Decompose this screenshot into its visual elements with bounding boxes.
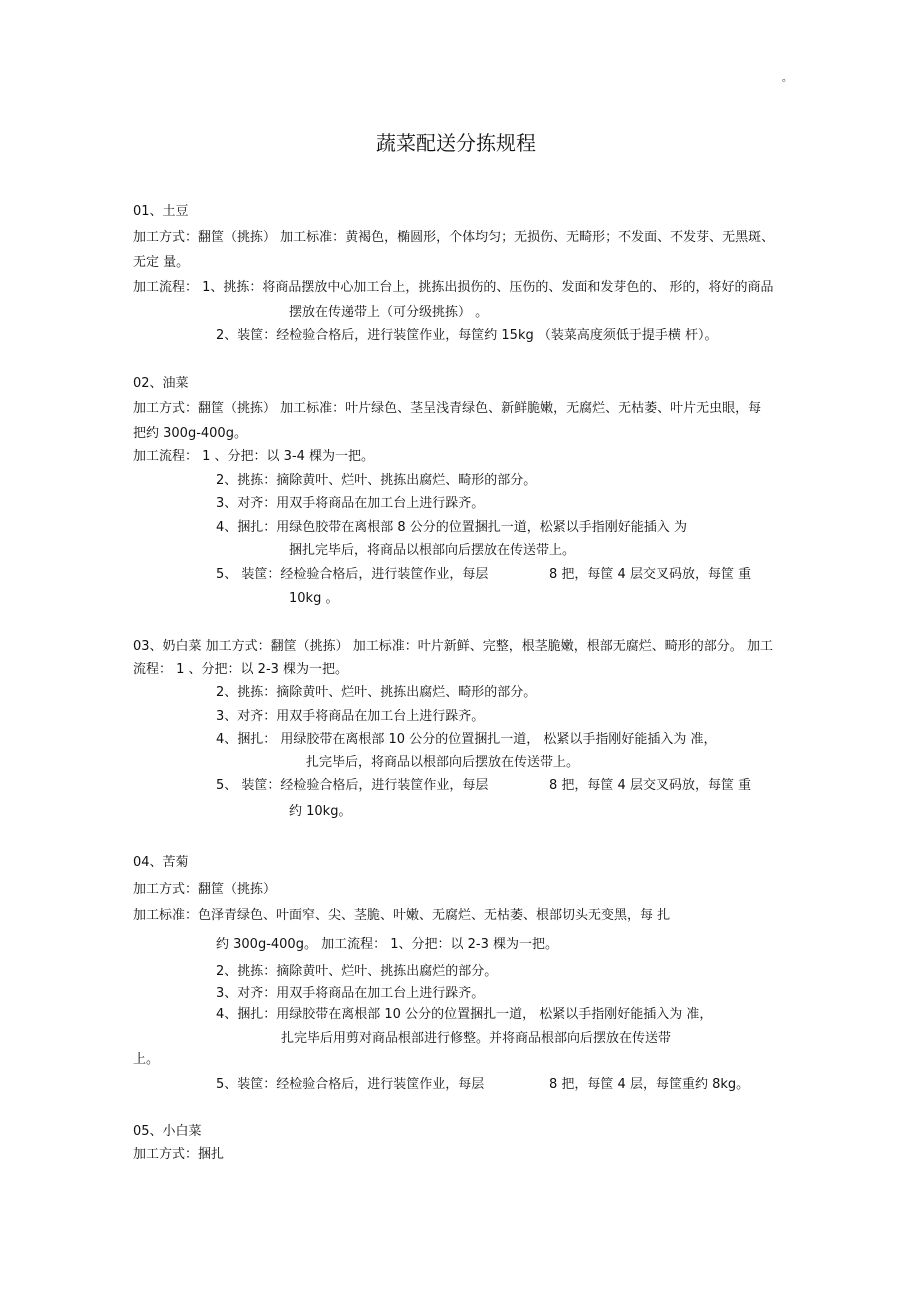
processing-method: 加工方式：翻筐（挑拣） 加工标准：黄褐色，椭圆形，个体均匀；无损伤、无畸形；不发面、不发芽、无黑斑、 [133, 230, 775, 245]
step-5: 5、 装筐：经检验合格后，进行装筐作业，每层 [216, 778, 489, 793]
step-4-cont: 捆扎完毕后，将商品以根部向后摆放在传送带上。 [289, 543, 576, 558]
step-4: 4、捆扎：用绿色胶带在离根部 8 公分的位置捆扎一道，松紧以手指刚好能插入 为 [216, 520, 687, 535]
processing-method-cont: 无定 量。 [133, 255, 190, 270]
processing-method-cont: 把约 300g-400g。 [133, 426, 247, 441]
step-4: 4、捆扎： 用绿胶带在离根部 10 公分的位置捆扎一道， 松紧以手指刚好能插入为 准， [216, 732, 717, 747]
step-3: 3、对齐：用双手将商品在加工台上进行跺齐。 [216, 709, 485, 724]
section-heading: 02、油菜 [133, 376, 189, 391]
section-heading: 01、土豆 [133, 204, 189, 219]
section-heading: 03、奶白菜 加工方式：翻筐（挑拣） 加工标准：叶片新鲜、完整，根茎脆嫩，根部无腐烂、畸形的部分。 加工 [133, 639, 773, 654]
processing-flow: 加工流程： 1 、分把：以 3-4 棵为一把。 [133, 449, 375, 464]
processing-method: 加工方式：翻筐（挑拣） [133, 882, 277, 897]
section-heading: 04、苦菊 [133, 855, 189, 870]
step-4: 4、捆扎：用绿胶带在离根部 10 公分的位置捆扎一道， 松紧以手指刚好能插入为 准， [216, 1007, 713, 1022]
step-2: 2、挑拣：摘除黄叶、烂叶、挑拣出腐烂的部分。 [216, 964, 498, 979]
step-3: 3、对齐：用双手将商品在加工台上进行跺齐。 [216, 496, 485, 511]
page-title: 蔬菜配送分拣规程 [376, 131, 536, 155]
step-3: 3、对齐：用双手将商品在加工台上进行跺齐。 [216, 986, 485, 1001]
processing-standard: 加工标准：色泽青绿色、叶面窄、尖、茎脆、叶嫩、无腐烂、无枯萎、根部切头无变黑，每 扎 [133, 908, 671, 923]
processing-flow: 流程： 1 、分把：以 2-3 棵为一把。 [133, 662, 349, 677]
header-mark: 。 [782, 73, 792, 84]
step-2: 2、挑拣：摘除黄叶、烂叶、挑拣出腐烂、畸形的部分。 [216, 473, 537, 488]
step-5-cont: 约 10kg。 [289, 804, 352, 819]
step-5-detail: 8 把，每筐 4 层交叉码放，每筐 重 [549, 778, 752, 793]
step-2: 2、挑拣：摘除黄叶、烂叶、挑拣出腐烂、畸形的部分。 [216, 685, 537, 700]
step-5: 5、 装筐：经检验合格后，进行装筐作业，每层 [216, 567, 489, 582]
section-heading: 05、小白菜 [133, 1124, 202, 1139]
step-4-cont: 扎完毕后，将商品以根部向后摆放在传送带上。 [306, 755, 580, 770]
step-4-cont: 扎完毕后用剪对商品根部进行修整。并将商品根部向后摆放在传送带 [281, 1031, 672, 1046]
processing-method: 加工方式：捆扎 [133, 1147, 225, 1162]
step-5-cont: 10kg 。 [289, 591, 339, 606]
processing-flow: 加工流程： 1、挑拣：将商品摆放中心加工台上，挑拣出损伤的、压伤的、发面和发芽色的、 形的，将好的商品 [133, 280, 774, 295]
step-5: 5、装筐：经检验合格后，进行装筐作业，每层 [216, 1077, 485, 1092]
processing-flow-cont: 摆放在传递带上（可分级挑拣） 。 [289, 305, 489, 320]
step-5-detail: 8 把，每筐 4 层，每筐重约 8kg。 [549, 1077, 750, 1092]
step-4-tail: 上。 [133, 1052, 160, 1067]
step-5-detail: 8 把，每筐 4 层交叉码放，每筐 重 [549, 567, 752, 582]
processing-standard-cont: 约 300g-400g。 加工流程： 1、分把：以 2-3 棵为一把。 [216, 937, 558, 952]
processing-method: 加工方式：翻筐（挑拣） 加工标准：叶片绿色、茎呈浅青绿色、新鲜脆嫩，无腐烂、无枯萎、叶片无虫眼，每 [133, 401, 762, 416]
step-2: 2、装筐：经检验合格后，进行装筐作业，每筐约 15kg （装菜高度须低于提手横 杆）。 [216, 328, 718, 343]
